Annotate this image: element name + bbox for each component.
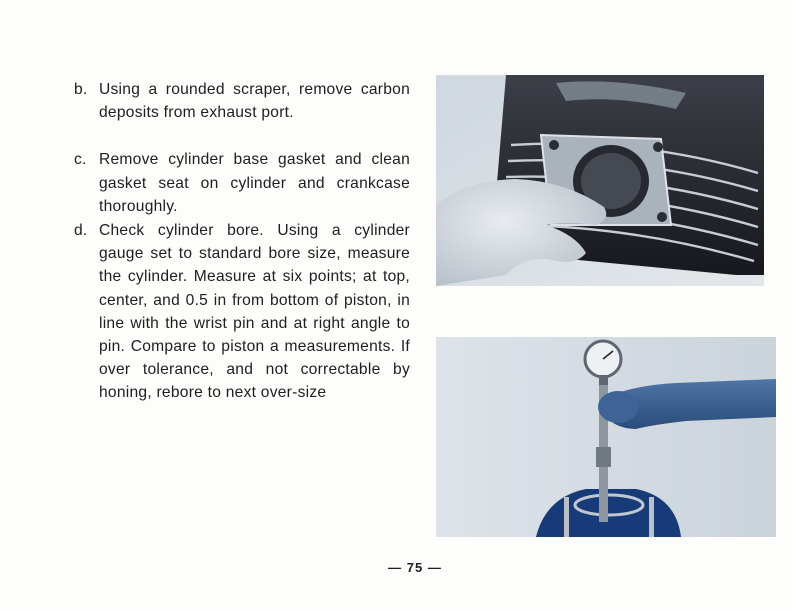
step-b-marker: b.: [74, 81, 88, 98]
step-b: [74, 78, 410, 124]
page-number: — 75 —: [388, 560, 442, 575]
cylinder-gasket-photo: [436, 75, 764, 286]
step-c: [74, 148, 410, 218]
instruction-text-column: [74, 78, 410, 405]
step-d-text: Check cylinder bore. Using a cylinder gauge set to standard bore size, measure the cylinder. Measure at six points; at top, center, and 0.5 in from bottom of piston, in line with the wrist pin and at right angle to pin. Compare to piston a measurements. If over tolerance, and not correctable by honing, rebore to next over-size: [99, 222, 410, 402]
step-d: [74, 219, 410, 405]
step-d-marker: d.: [74, 222, 88, 240]
step-c-text: Remove cylinder base gasket and clean gasket seat on cylinder and crankcase thoroughly.: [99, 151, 410, 215]
cylinder-gauge-photo: [436, 337, 776, 537]
step-b-text: Using a rounded scraper, remove carbon deposits from exhaust port.: [99, 81, 410, 122]
step-c-marker: c.: [74, 151, 87, 169]
